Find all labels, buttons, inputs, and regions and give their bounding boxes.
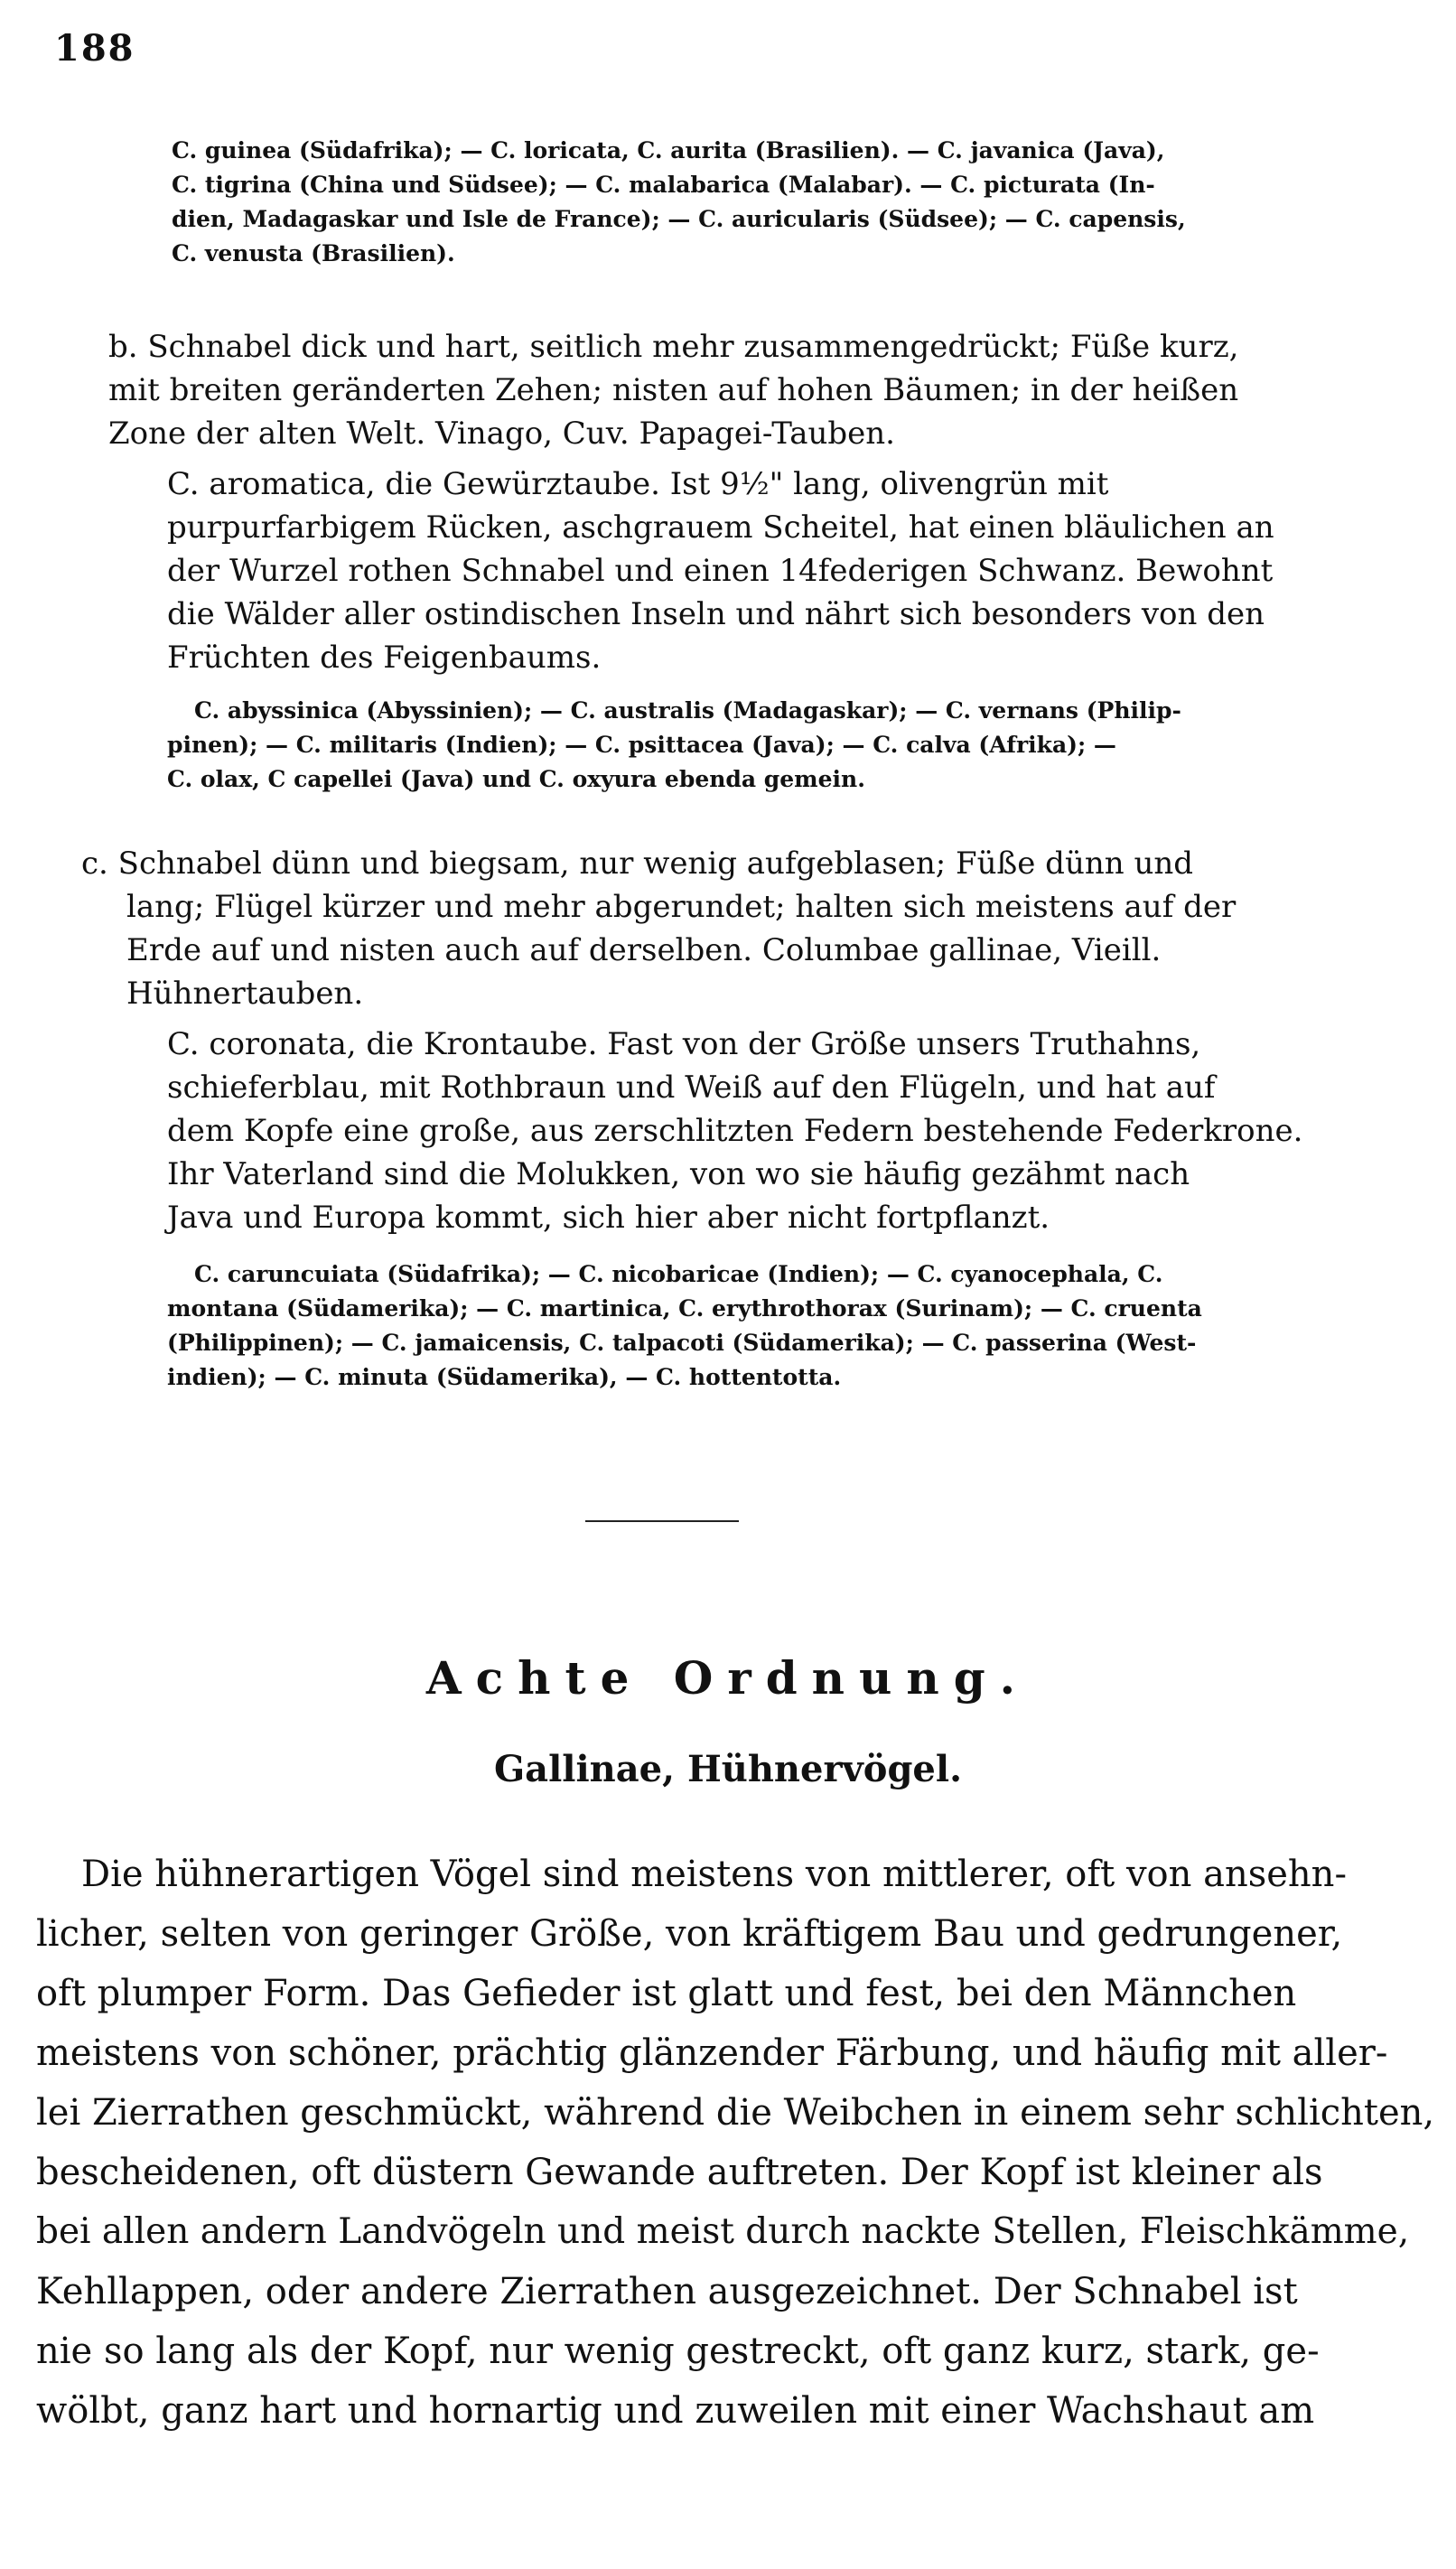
text-line: indien); — C. minuta (Südamerika), — C. hottentotta. (167, 1364, 842, 1390)
text-line: meistens von schöner, prächtig glänzender Färbung, und häufig mit aller- (36, 2032, 1388, 2074)
text-line: bescheidenen, oft düstern Gewande auftreten. Der Kopf ist kleiner als (36, 2152, 1323, 2193)
order-subheading: Gallinae, Hühnervögel. (494, 1748, 962, 1790)
text-line: lei Zierrathen geschmückt, während die Weibchen in einem sehr schlichten, (36, 2092, 1435, 2134)
text-line: die Wälder aller ostindischen Inseln und nährt sich besonders von den (167, 596, 1265, 632)
text-line: Früchten des Feigenbaums. (167, 640, 602, 676)
species-description-paragraph (167, 462, 1432, 679)
species-list-paragraph (167, 694, 1432, 797)
section-c-paragraph (81, 842, 1436, 1015)
text-line: nie so lang als der Kopf, nur wenig gestreckt, oft ganz kurz, stark, ge- (36, 2331, 1320, 2372)
text-line: Hühnertauben. (126, 976, 364, 1012)
text-line: b. Schnabel dick und hart, seitlich mehr zusammengedrückt; Füße kurz, (108, 329, 1239, 365)
text-line: c. Schnabel dünn und biegsam, nur wenig aufgeblasen; Füße dünn und (81, 845, 1194, 882)
text-line: Zone der alten Welt. Vinago, Cuv. Papagei-Tauben. (108, 416, 895, 452)
text-line: C. olax, C capellei (Java) und C. oxyura ebenda gemein. (167, 766, 865, 792)
text-line: Java und Europa kommt, sich hier aber nicht fortpflanzt. (167, 1200, 1050, 1236)
text-line: oft plumper Form. Das Gefieder ist glatt und fest, bei den Männchen (36, 1973, 1297, 2014)
text-line: purpurfarbigem Rücken, aschgrauem Scheitel, hat einen bläulichen an (167, 509, 1274, 546)
text-line: montana (Südamerika); — C. martinica, C. erythrothorax (Surinam); — C. cruenta (167, 1295, 1202, 1322)
text-line: C. tigrina (China und Südsee); — C. malabarica (Malabar). — C. picturata (In- (172, 172, 1155, 198)
text-line: bei allen andern Landvögeln und meist durch nackte Stellen, Fleischkämme, (36, 2211, 1410, 2252)
text-line: Die hühnerartigen Vögel sind meistens von mittlerer, oft von ansehn- (81, 1854, 1347, 1895)
text-line: dien, Madagaskar und Isle de France); — C. auricularis (Südsee); — C. capensis, (172, 206, 1186, 232)
page-number: 188 (54, 27, 135, 70)
text-line: C. aromatica, die Gewürztaube. Ist 9½" lang, olivengrün mit (167, 466, 1109, 502)
section-b-paragraph (54, 325, 1427, 455)
text-line: der Wurzel rothen Schnabel und einen 14federigen Schwanz. Bewohnt (167, 553, 1274, 589)
text-line: C. venusta (Brasilien). (172, 240, 455, 266)
text-line: schieferblau, mit Rothbraun und Weiß auf den Flügeln, und hat auf (167, 1070, 1216, 1106)
order-heading: Achte Ordnung. (425, 1651, 1031, 1705)
species-list-paragraph (172, 134, 1427, 271)
order-intro-paragraph (36, 1845, 1435, 2441)
text-line: licher, selten von geringer Größe, von kräftigem Bau und gedrungener, (36, 1913, 1343, 1955)
text-line: pinen); — C. militaris (Indien); — C. psittacea (Java); — C. calva (Afrika); — (167, 732, 1116, 758)
text-line: mit breiten geränderten Zehen; nisten auf hohen Bäumen; in der heißen (108, 372, 1239, 408)
species-description-paragraph (167, 1023, 1432, 1239)
text-line: C. abyssinica (Abyssinien); — C. australis (Madagaskar); — C. vernans (Philip- (194, 697, 1181, 724)
species-list-paragraph (167, 1257, 1432, 1395)
section-divider (585, 1520, 739, 1522)
text-line: wölbt, ganz hart und hornartig und zuweilen mit einer Wachshaut am (36, 2390, 1315, 2432)
text-line: Erde auf und nisten auch auf derselben. Columbae gallinae, Vieill. (126, 932, 1162, 968)
text-line: Kehllappen, oder andere Zierrathen ausgezeichnet. Der Schnabel ist (36, 2271, 1298, 2312)
text-line: C. coronata, die Krontaube. Fast von der Größe unsers Truthahns, (167, 1026, 1201, 1062)
text-line: lang; Flügel kürzer und mehr abgerundet; halten sich meistens auf der (126, 889, 1237, 925)
text-line: dem Kopfe eine große, aus zerschlitzten Federn bestehende Federkrone. (167, 1113, 1303, 1149)
text-line: C. caruncuiata (Südafrika); — C. nicobaricae (Indien); — C. cyanocephala, C. (194, 1261, 1163, 1287)
text-line: (Philippinen); — C. jamaicensis, C. talpacoti (Südamerika); — C. passerina (West- (167, 1330, 1197, 1356)
text-line: Ihr Vaterland sind die Molukken, von wo sie häufig gezähmt nach (167, 1156, 1190, 1192)
text-line: C. guinea (Südafrika); — C. loricata, C. aurita (Brasilien). — C. javanica (Java), (172, 137, 1165, 163)
